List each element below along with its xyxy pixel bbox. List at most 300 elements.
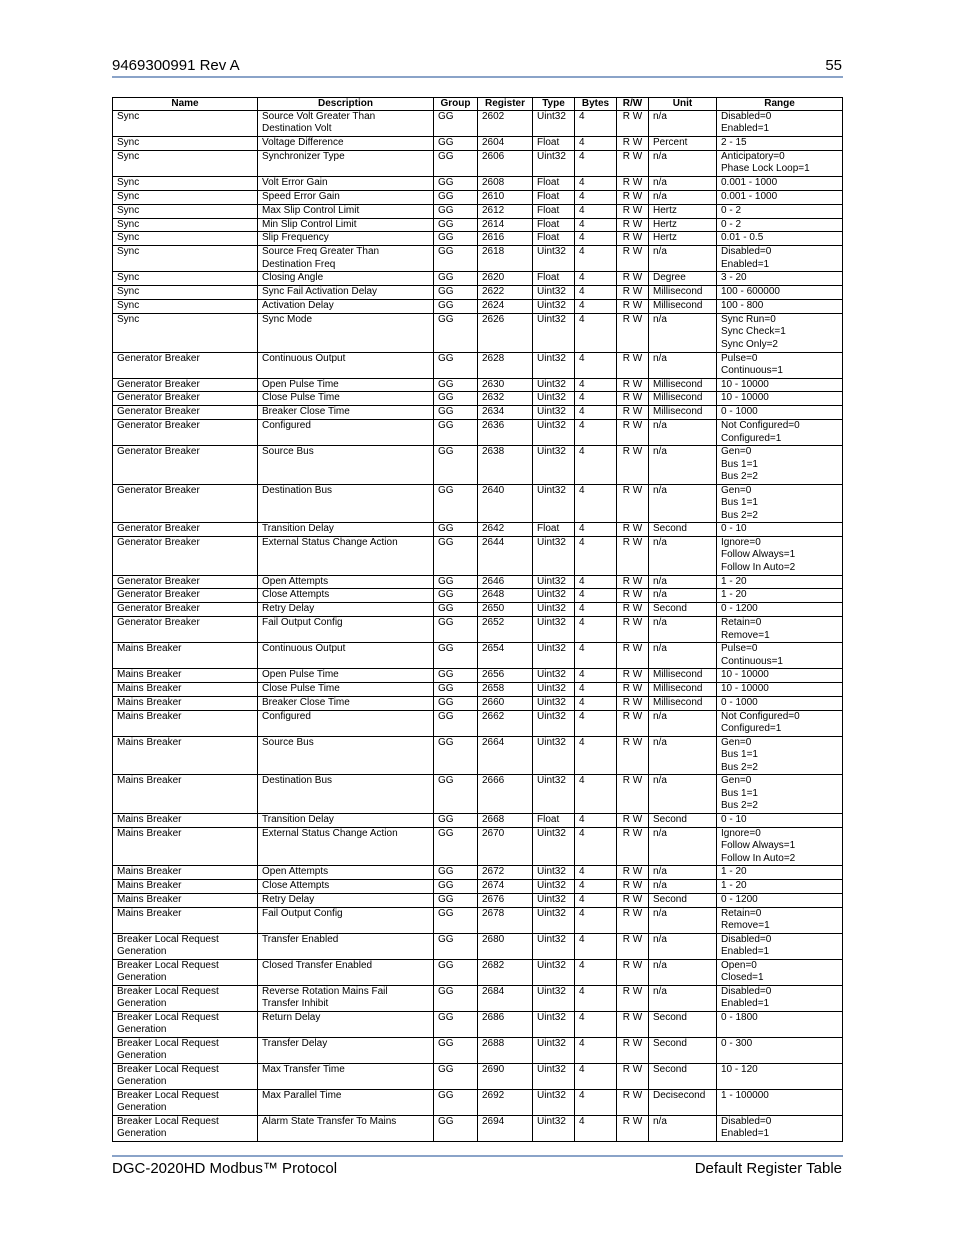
cell-name: Generator Breaker: [113, 589, 258, 603]
cell-name: Mains Breaker: [113, 775, 258, 814]
cell-register: 2666: [478, 775, 533, 814]
table-row: [113, 246, 843, 272]
column-header-rw: R/W: [617, 98, 649, 111]
cell-description: Close Pulse Time: [258, 683, 434, 697]
cell-rw: R W: [617, 314, 649, 353]
column-header-range: Range: [717, 98, 843, 111]
cell-unit: n/a: [649, 537, 717, 576]
table-row: [113, 272, 843, 286]
cell-register: 2664: [478, 736, 533, 775]
cell-description: Min Slip Control Limit: [258, 218, 434, 232]
cell-group: GG: [434, 683, 478, 697]
cell-rw: R W: [617, 204, 649, 218]
cell-group: GG: [434, 880, 478, 894]
cell-rw: R W: [617, 1115, 649, 1141]
cell-description: Return Delay: [258, 1011, 434, 1037]
column-header-bytes: Bytes: [575, 98, 617, 111]
cell-name: Sync: [113, 286, 258, 300]
cell-type: Uint32: [533, 985, 575, 1011]
table-row: [113, 907, 843, 933]
cell-bytes: 4: [575, 537, 617, 576]
cell-name: Mains Breaker: [113, 827, 258, 866]
cell-name: Generator Breaker: [113, 484, 258, 523]
cell-bytes: 4: [575, 176, 617, 190]
cell-unit: Second: [649, 813, 717, 827]
table-row: [113, 137, 843, 151]
cell-rw: R W: [617, 933, 649, 959]
cell-name: Mains Breaker: [113, 683, 258, 697]
cell-register: 2652: [478, 617, 533, 643]
cell-bytes: 4: [575, 894, 617, 908]
cell-bytes: 4: [575, 710, 617, 736]
cell-range: Pulse=0 Continuous=1: [717, 352, 843, 378]
cell-register: 2660: [478, 697, 533, 711]
table-row: [113, 813, 843, 827]
cell-description: Activation Delay: [258, 300, 434, 314]
cell-range: 0.01 - 0.5: [717, 232, 843, 246]
cell-rw: R W: [617, 300, 649, 314]
cell-range: 2 - 15: [717, 137, 843, 151]
cell-bytes: 4: [575, 246, 617, 272]
cell-unit: Hertz: [649, 204, 717, 218]
cell-bytes: 4: [575, 137, 617, 151]
cell-bytes: 4: [575, 286, 617, 300]
cell-name: Sync: [113, 137, 258, 151]
cell-bytes: 4: [575, 420, 617, 446]
cell-register: 2606: [478, 150, 533, 176]
cell-rw: R W: [617, 1011, 649, 1037]
cell-name: Mains Breaker: [113, 813, 258, 827]
table-row: [113, 1011, 843, 1037]
cell-register: 2612: [478, 204, 533, 218]
cell-group: GG: [434, 176, 478, 190]
cell-rw: R W: [617, 736, 649, 775]
cell-bytes: 4: [575, 1089, 617, 1115]
table-row: [113, 643, 843, 669]
cell-range: Disabled=0 Enabled=1: [717, 1115, 843, 1141]
cell-group: GG: [434, 1089, 478, 1115]
cell-register: 2620: [478, 272, 533, 286]
cell-description: Source Volt Greater Than Destination Volt: [258, 111, 434, 137]
cell-range: 100 - 800: [717, 300, 843, 314]
page-number: 55: [825, 57, 842, 74]
cell-register: 2682: [478, 959, 533, 985]
cell-unit: n/a: [649, 880, 717, 894]
cell-bytes: 4: [575, 643, 617, 669]
cell-description: Transition Delay: [258, 813, 434, 827]
cell-range: 1 - 20: [717, 866, 843, 880]
cell-name: Mains Breaker: [113, 866, 258, 880]
cell-description: Source Freq Greater Than Destination Freq: [258, 246, 434, 272]
cell-bytes: 4: [575, 484, 617, 523]
cell-rw: R W: [617, 1063, 649, 1089]
cell-register: 2616: [478, 232, 533, 246]
cell-rw: R W: [617, 392, 649, 406]
table-row: [113, 537, 843, 576]
cell-register: 2678: [478, 907, 533, 933]
cell-type: Uint32: [533, 314, 575, 353]
cell-type: Uint32: [533, 683, 575, 697]
cell-register: 2694: [478, 1115, 533, 1141]
table-row: [113, 176, 843, 190]
cell-bytes: 4: [575, 111, 617, 137]
cell-range: Open=0 Closed=1: [717, 959, 843, 985]
cell-description: Continuous Output: [258, 643, 434, 669]
cell-bytes: 4: [575, 204, 617, 218]
cell-group: GG: [434, 866, 478, 880]
page-header: [112, 55, 842, 75]
cell-description: Open Attempts: [258, 575, 434, 589]
cell-name: Generator Breaker: [113, 603, 258, 617]
cell-type: Uint32: [533, 827, 575, 866]
cell-register: 2642: [478, 523, 533, 537]
cell-name: Sync: [113, 232, 258, 246]
cell-bytes: 4: [575, 1063, 617, 1089]
cell-range: Retain=0 Remove=1: [717, 907, 843, 933]
cell-register: 2610: [478, 190, 533, 204]
cell-bytes: 4: [575, 218, 617, 232]
cell-description: Source Bus: [258, 736, 434, 775]
cell-description: Retry Delay: [258, 894, 434, 908]
cell-bytes: 4: [575, 150, 617, 176]
cell-rw: R W: [617, 959, 649, 985]
cell-bytes: 4: [575, 959, 617, 985]
cell-unit: Second: [649, 1011, 717, 1037]
cell-bytes: 4: [575, 813, 617, 827]
cell-range: 0 - 10: [717, 523, 843, 537]
table-row: [113, 736, 843, 775]
cell-rw: R W: [617, 880, 649, 894]
cell-range: 1 - 20: [717, 589, 843, 603]
section-title: Default Register Table: [694, 1160, 842, 1177]
cell-rw: R W: [617, 683, 649, 697]
table-row: [113, 1115, 843, 1141]
cell-type: Uint32: [533, 603, 575, 617]
cell-group: GG: [434, 1115, 478, 1141]
cell-group: GG: [434, 775, 478, 814]
cell-unit: n/a: [649, 643, 717, 669]
cell-name: Generator Breaker: [113, 392, 258, 406]
cell-bytes: 4: [575, 589, 617, 603]
cell-name: Breaker Local Request Generation: [113, 1011, 258, 1037]
cell-rw: R W: [617, 669, 649, 683]
cell-unit: n/a: [649, 907, 717, 933]
cell-register: 2654: [478, 643, 533, 669]
cell-bytes: 4: [575, 378, 617, 392]
cell-range: 0.001 - 1000: [717, 190, 843, 204]
cell-group: GG: [434, 697, 478, 711]
cell-description: Destination Bus: [258, 484, 434, 523]
cell-type: Uint32: [533, 150, 575, 176]
cell-rw: R W: [617, 710, 649, 736]
cell-type: Uint32: [533, 880, 575, 894]
cell-bytes: 4: [575, 933, 617, 959]
cell-rw: R W: [617, 617, 649, 643]
cell-name: Breaker Local Request Generation: [113, 933, 258, 959]
cell-rw: R W: [617, 697, 649, 711]
cell-group: GG: [434, 589, 478, 603]
cell-name: Generator Breaker: [113, 446, 258, 485]
cell-group: GG: [434, 286, 478, 300]
cell-range: 0 - 1000: [717, 697, 843, 711]
cell-register: 2638: [478, 446, 533, 485]
cell-bytes: 4: [575, 603, 617, 617]
cell-range: 10 - 10000: [717, 669, 843, 683]
table-row: [113, 589, 843, 603]
cell-description: Synchronizer Type: [258, 150, 434, 176]
register-table: [112, 97, 843, 1142]
cell-description: Max Transfer Time: [258, 1063, 434, 1089]
footer-rule: [112, 1155, 843, 1157]
cell-rw: R W: [617, 894, 649, 908]
table-row: [113, 1089, 843, 1115]
cell-rw: R W: [617, 523, 649, 537]
cell-group: GG: [434, 300, 478, 314]
cell-range: 0 - 1000: [717, 406, 843, 420]
cell-group: GG: [434, 617, 478, 643]
table-row: [113, 1037, 843, 1063]
table-row: [113, 603, 843, 617]
cell-range: Disabled=0 Enabled=1: [717, 985, 843, 1011]
cell-description: Retry Delay: [258, 603, 434, 617]
cell-group: GG: [434, 985, 478, 1011]
cell-type: Float: [533, 813, 575, 827]
cell-unit: n/a: [649, 176, 717, 190]
cell-description: Close Pulse Time: [258, 392, 434, 406]
cell-type: Float: [533, 137, 575, 151]
cell-unit: Second: [649, 603, 717, 617]
cell-unit: n/a: [649, 866, 717, 880]
cell-description: Configured: [258, 420, 434, 446]
cell-name: Mains Breaker: [113, 710, 258, 736]
cell-unit: n/a: [649, 246, 717, 272]
cell-name: Sync: [113, 272, 258, 286]
cell-range: Sync Run=0 Sync Check=1 Sync Only=2: [717, 314, 843, 353]
cell-rw: R W: [617, 352, 649, 378]
cell-range: 0 - 300: [717, 1037, 843, 1063]
cell-unit: Hertz: [649, 232, 717, 246]
cell-register: 2640: [478, 484, 533, 523]
cell-type: Uint32: [533, 378, 575, 392]
table-row: [113, 190, 843, 204]
cell-rw: R W: [617, 446, 649, 485]
table-row: [113, 484, 843, 523]
cell-range: Gen=0 Bus 1=1 Bus 2=2: [717, 446, 843, 485]
cell-name: Generator Breaker: [113, 420, 258, 446]
cell-description: Closing Angle: [258, 272, 434, 286]
cell-description: Alarm State Transfer To Mains: [258, 1115, 434, 1141]
cell-bytes: 4: [575, 697, 617, 711]
cell-description: Configured: [258, 710, 434, 736]
table-row: [113, 669, 843, 683]
cell-type: Uint32: [533, 775, 575, 814]
cell-rw: R W: [617, 589, 649, 603]
cell-register: 2662: [478, 710, 533, 736]
cell-unit: n/a: [649, 111, 717, 137]
cell-unit: n/a: [649, 933, 717, 959]
cell-description: Destination Bus: [258, 775, 434, 814]
cell-type: Uint32: [533, 589, 575, 603]
table-row: [113, 827, 843, 866]
cell-description: Transfer Delay: [258, 1037, 434, 1063]
cell-register: 2624: [478, 300, 533, 314]
cell-type: Uint32: [533, 697, 575, 711]
cell-register: 2692: [478, 1089, 533, 1115]
table-row: [113, 866, 843, 880]
table-body: [113, 111, 843, 1142]
cell-register: 2630: [478, 378, 533, 392]
cell-register: 2628: [478, 352, 533, 378]
cell-bytes: 4: [575, 866, 617, 880]
cell-unit: n/a: [649, 959, 717, 985]
cell-name: Sync: [113, 218, 258, 232]
cell-group: GG: [434, 933, 478, 959]
cell-range: 10 - 10000: [717, 683, 843, 697]
cell-range: 10 - 10000: [717, 378, 843, 392]
cell-description: Voltage Difference: [258, 137, 434, 151]
cell-unit: n/a: [649, 775, 717, 814]
cell-name: Breaker Local Request Generation: [113, 1115, 258, 1141]
cell-description: Continuous Output: [258, 352, 434, 378]
table-row: [113, 314, 843, 353]
cell-name: Breaker Local Request Generation: [113, 959, 258, 985]
cell-range: Ignore=0 Follow Always=1 Follow In Auto=2: [717, 537, 843, 576]
cell-bytes: 4: [575, 1115, 617, 1141]
cell-name: Generator Breaker: [113, 352, 258, 378]
cell-type: Uint32: [533, 1063, 575, 1089]
cell-bytes: 4: [575, 827, 617, 866]
cell-rw: R W: [617, 603, 649, 617]
table-row: [113, 286, 843, 300]
cell-bytes: 4: [575, 617, 617, 643]
table-row: [113, 420, 843, 446]
cell-group: GG: [434, 204, 478, 218]
cell-name: Mains Breaker: [113, 907, 258, 933]
document-number: 9469300991 Rev A: [112, 57, 240, 74]
cell-register: 2690: [478, 1063, 533, 1089]
cell-group: GG: [434, 643, 478, 669]
cell-group: GG: [434, 406, 478, 420]
table-row: [113, 446, 843, 485]
cell-unit: n/a: [649, 150, 717, 176]
cell-register: 2608: [478, 176, 533, 190]
table-row: [113, 406, 843, 420]
cell-range: Gen=0 Bus 1=1 Bus 2=2: [717, 775, 843, 814]
cell-type: Uint32: [533, 1011, 575, 1037]
cell-group: GG: [434, 894, 478, 908]
table-row: [113, 150, 843, 176]
cell-type: Uint32: [533, 894, 575, 908]
cell-group: GG: [434, 137, 478, 151]
cell-group: GG: [434, 111, 478, 137]
cell-unit: Second: [649, 894, 717, 908]
cell-type: Uint32: [533, 959, 575, 985]
cell-group: GG: [434, 352, 478, 378]
cell-group: GG: [434, 246, 478, 272]
cell-range: 3 - 20: [717, 272, 843, 286]
column-header-register: Register: [478, 98, 533, 111]
cell-group: GG: [434, 484, 478, 523]
cell-description: Close Attempts: [258, 589, 434, 603]
cell-register: 2670: [478, 827, 533, 866]
cell-bytes: 4: [575, 907, 617, 933]
cell-type: Uint32: [533, 420, 575, 446]
cell-description: Sync Fail Activation Delay: [258, 286, 434, 300]
cell-register: 2636: [478, 420, 533, 446]
cell-unit: n/a: [649, 1115, 717, 1141]
cell-range: 0.001 - 1000: [717, 176, 843, 190]
cell-unit: Decisecond: [649, 1089, 717, 1115]
column-header-group: Group: [434, 98, 478, 111]
cell-unit: Degree: [649, 272, 717, 286]
cell-bytes: 4: [575, 575, 617, 589]
table-row: [113, 880, 843, 894]
cell-name: Generator Breaker: [113, 575, 258, 589]
cell-type: Uint32: [533, 484, 575, 523]
cell-type: Float: [533, 523, 575, 537]
table-row: [113, 959, 843, 985]
cell-range: Ignore=0 Follow Always=1 Follow In Auto=2: [717, 827, 843, 866]
cell-description: Breaker Close Time: [258, 406, 434, 420]
cell-unit: Percent: [649, 137, 717, 151]
cell-range: 10 - 10000: [717, 392, 843, 406]
cell-type: Uint32: [533, 617, 575, 643]
cell-range: 1 - 100000: [717, 1089, 843, 1115]
cell-rw: R W: [617, 643, 649, 669]
table-row: [113, 697, 843, 711]
cell-register: 2602: [478, 111, 533, 137]
cell-rw: R W: [617, 866, 649, 880]
cell-group: GG: [434, 523, 478, 537]
cell-unit: Millisecond: [649, 669, 717, 683]
cell-range: 1 - 20: [717, 575, 843, 589]
cell-register: 2684: [478, 985, 533, 1011]
cell-group: GG: [434, 603, 478, 617]
cell-type: Float: [533, 176, 575, 190]
column-header-type: Type: [533, 98, 575, 111]
cell-group: GG: [434, 575, 478, 589]
cell-type: Uint32: [533, 392, 575, 406]
table-row: [113, 204, 843, 218]
cell-rw: R W: [617, 176, 649, 190]
cell-range: 100 - 600000: [717, 286, 843, 300]
cell-description: Transition Delay: [258, 523, 434, 537]
cell-register: 2622: [478, 286, 533, 300]
table-row: [113, 232, 843, 246]
cell-register: 2650: [478, 603, 533, 617]
cell-name: Breaker Local Request Generation: [113, 1063, 258, 1089]
cell-group: GG: [434, 232, 478, 246]
cell-name: Sync: [113, 314, 258, 353]
table-row: [113, 523, 843, 537]
cell-type: Float: [533, 232, 575, 246]
cell-rw: R W: [617, 985, 649, 1011]
cell-bytes: 4: [575, 1037, 617, 1063]
cell-type: Uint32: [533, 736, 575, 775]
cell-range: 0 - 2: [717, 204, 843, 218]
cell-bytes: 4: [575, 985, 617, 1011]
cell-type: Uint32: [533, 111, 575, 137]
cell-description: External Status Change Action: [258, 537, 434, 576]
cell-unit: Millisecond: [649, 683, 717, 697]
cell-bytes: 4: [575, 880, 617, 894]
table-row: [113, 378, 843, 392]
cell-unit: Millisecond: [649, 378, 717, 392]
cell-rw: R W: [617, 406, 649, 420]
cell-rw: R W: [617, 827, 649, 866]
cell-rw: R W: [617, 150, 649, 176]
cell-type: Uint32: [533, 866, 575, 880]
